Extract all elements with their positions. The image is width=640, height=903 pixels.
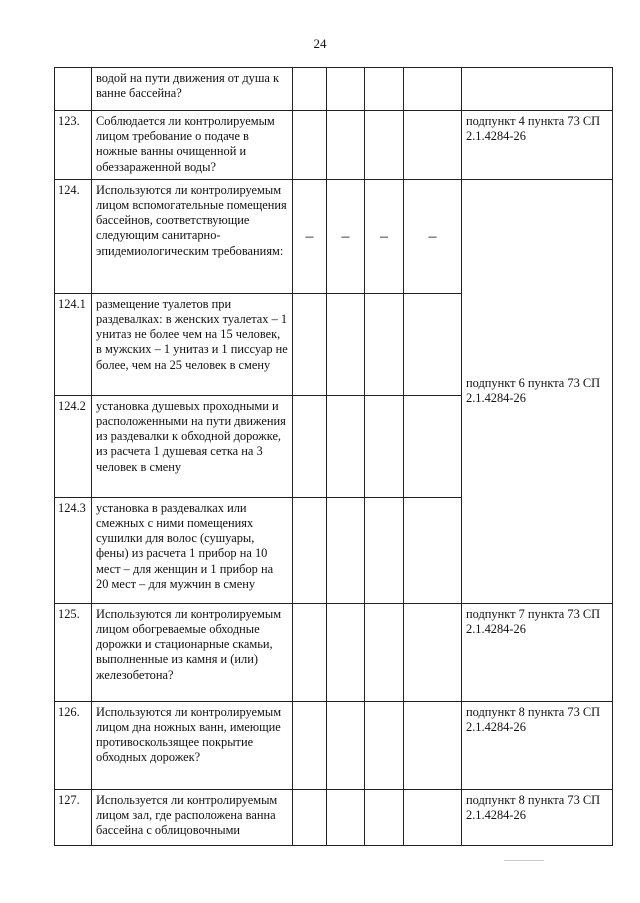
answer-cell-no[interactable]	[327, 395, 365, 497]
answer-cell-yes[interactable]	[293, 68, 327, 111]
answer-cell-yes[interactable]	[293, 497, 327, 603]
dash-mark: –	[327, 179, 365, 293]
answer-cell-na[interactable]	[365, 293, 404, 395]
row-number	[55, 68, 92, 111]
answer-cell-na[interactable]	[365, 701, 404, 789]
question-text: водой на пути движения от душа к ванне бассейна?	[92, 68, 293, 111]
answer-cell-no[interactable]	[327, 68, 365, 111]
answer-cell-no[interactable]	[327, 293, 365, 395]
answer-cell-na[interactable]	[365, 395, 404, 497]
question-text: Используется ли контролируемым лицом зал, где расположена ванна бассейна с облицовочными	[92, 789, 293, 845]
answer-cell-note[interactable]	[404, 111, 462, 180]
question-text: Используются ли контролируемым лицом вспомогательные помещения бассейнов, соответствующие следующим санитарно-эпидемиологическим требованиям:	[92, 179, 293, 293]
legal-basis: подпункт 7 пункта 73 СП 2.1.4284-26	[462, 603, 613, 701]
answer-cell-note[interactable]	[404, 789, 462, 845]
answer-cell-yes[interactable]	[293, 603, 327, 701]
answer-cell-na[interactable]	[365, 789, 404, 845]
dash-mark: –	[404, 179, 462, 293]
table-row	[55, 701, 613, 789]
answer-cell-yes[interactable]	[293, 293, 327, 395]
answer-cell-na[interactable]	[365, 497, 404, 603]
row-number: 124.2	[55, 395, 92, 497]
answer-cell-na[interactable]	[365, 68, 404, 111]
answer-cell-na[interactable]	[365, 603, 404, 701]
answer-cell-no[interactable]	[327, 789, 365, 845]
answer-cell-note[interactable]	[404, 701, 462, 789]
answer-cell-note[interactable]	[404, 603, 462, 701]
table-row	[55, 603, 613, 701]
scan-mark	[504, 860, 544, 861]
question-text: Используются ли контролируемым лицом обогреваемые обходные дорожки и стационарные скамьи, выполненные из камня и (или) железобетона?	[92, 603, 293, 701]
question-text: размещение туалетов при раздевалках: в женских туалетах – 1 унитаз не более чем на 15 человек, в мужских – 1 унитаз и 1 писсуар не более, чем на 25 человек в смену	[92, 293, 293, 395]
checklist-table	[54, 67, 613, 846]
legal-basis: подпункт 4 пункта 73 СП 2.1.4284-26	[462, 111, 613, 180]
question-text: установка душевых проходными и расположенными на пути движения из раздевалки к обходной дорожке, из расчета 1 душевая сетка на 3 человек в смену	[92, 395, 293, 497]
question-text: Соблюдается ли контролируемым лицом требование о подаче в ножные ванны очищенной и обеззараженной воды?	[92, 111, 293, 180]
table-row	[55, 111, 613, 180]
answer-cell-note[interactable]	[404, 395, 462, 497]
row-number: 124.3	[55, 497, 92, 603]
dash-mark: –	[293, 179, 327, 293]
dash-mark: –	[365, 179, 404, 293]
row-number: 126.	[55, 701, 92, 789]
table-row	[55, 789, 613, 845]
legal-basis: подпункт 8 пункта 73 СП 2.1.4284-26	[462, 701, 613, 789]
answer-cell-no[interactable]	[327, 701, 365, 789]
answer-cell-note[interactable]	[404, 68, 462, 111]
answer-cell-no[interactable]	[327, 497, 365, 603]
answer-cell-na[interactable]	[365, 111, 404, 180]
legal-basis: подпункт 6 пункта 73 СП 2.1.4284-26	[462, 179, 613, 603]
table-row	[55, 68, 613, 111]
answer-cell-yes[interactable]	[293, 789, 327, 845]
row-number: 123.	[55, 111, 92, 180]
row-number: 127.	[55, 789, 92, 845]
answer-cell-note[interactable]	[404, 497, 462, 603]
answer-cell-note[interactable]	[404, 293, 462, 395]
table-row	[55, 179, 613, 293]
answer-cell-no[interactable]	[327, 603, 365, 701]
answer-cell-yes[interactable]	[293, 701, 327, 789]
question-text: установка в раздевалках или смежных с ними помещениях сушилки для волос (сушуары, фены) из расчета 1 прибор на 10 мест – для женщин и 1 прибор на 20 мест – для мужчин в смену	[92, 497, 293, 603]
answer-cell-no[interactable]	[327, 111, 365, 180]
answer-cell-yes[interactable]	[293, 111, 327, 180]
legal-basis: подпункт 8 пункта 73 СП 2.1.4284-26	[462, 789, 613, 845]
page-number: 24	[313, 36, 327, 51]
legal-basis	[462, 68, 613, 111]
question-text: Используются ли контролируемым лицом дна ножных ванн, имеющие противоскользящее покрытие обходных дорожек?	[92, 701, 293, 789]
row-number: 124.	[55, 179, 92, 293]
row-number: 125.	[55, 603, 92, 701]
answer-cell-yes[interactable]	[293, 395, 327, 497]
row-number: 124.1	[55, 293, 92, 395]
